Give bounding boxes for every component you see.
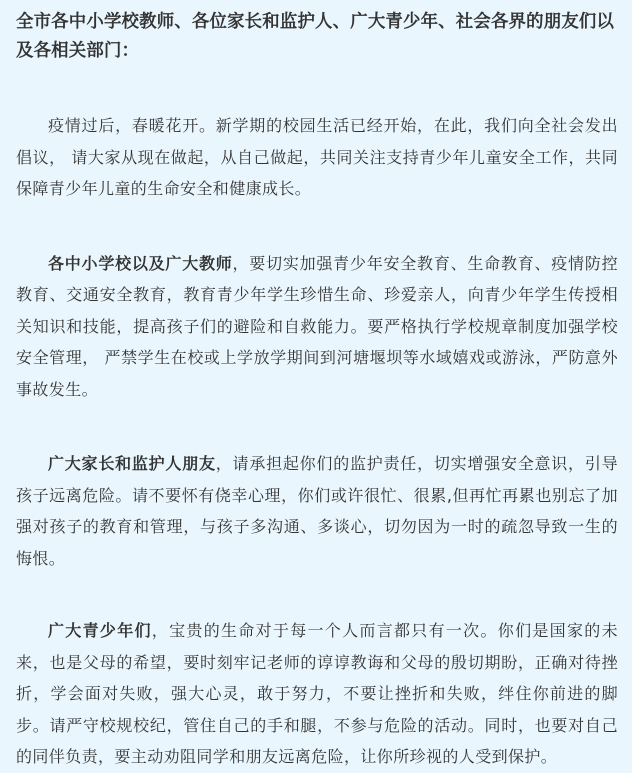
salutation-heading: 全市各中小学校教师、各位家长和监护人、广大青少年、社会各界的朋友们以及各相关部门： bbox=[16, 12, 615, 61]
paragraph-lead: 广大家长和监护人朋友 bbox=[48, 454, 216, 473]
paragraph-intro bbox=[16, 110, 618, 205]
paragraph-lead: 各中小学校以及广大教师 bbox=[48, 253, 233, 273]
paragraph-parents-guardians bbox=[16, 448, 618, 574]
paragraph-youth bbox=[16, 615, 618, 773]
paragraph-text: ，请承担起你们的监护责任，切实增强安全意识，引导孩子远离危险。请不要怀有侥幸心理，你们或许很忙、很累,但再忙再累也别忘了加强对孩子的教育和管理，与孩子多沟通、多谈心，切勿因为一时的疏忽导致一生的悔恨。 bbox=[16, 454, 618, 568]
paragraph-lead: 广大青少年们 bbox=[48, 621, 152, 640]
paragraph-schools-teachers bbox=[16, 248, 618, 406]
paragraph-text: 疫情过后，春暖花开。新学期的校园生活已经开始，在此，我们向全社会发出倡议， 请大家从现在做起，从自己做起，共同关注支持青少年儿童安全工作，共同保障青少年儿童的生命安全和健康成长。 bbox=[16, 116, 618, 198]
paragraph-text: ，要切实加强青少年安全教育、生命教育、疫情防控教育、交通安全教育，教育青少年学生珍惜生命、珍爱亲人，向青少年学生传授相关知识和技能，提高孩子们的避险和自救能力。要严格执行学校规章制度加强学校安全管理， 严禁学生在校或上学放学期间到河塘堰坝等水域嬉戏或游泳，严防意外事故发生。 bbox=[16, 253, 618, 399]
paragraph-text: ，宝贵的生命对于每一个人而言都只有一次。你们是国家的未来，也是父母的希望，要时刻牢记老师的谆谆教诲和父母的殷切期盼，正确对待挫折，学会面对失败，强大心灵，敢于努力，不要让挫折和失败，绊住你前进的脚步。请严守校规校纪，管住自己的手和腿，不参与危险的活动。同时，也要对自己的同伴负责，要主动劝阻同学和朋友远离危险，让你所珍视的人受到保护。 bbox=[16, 621, 618, 766]
